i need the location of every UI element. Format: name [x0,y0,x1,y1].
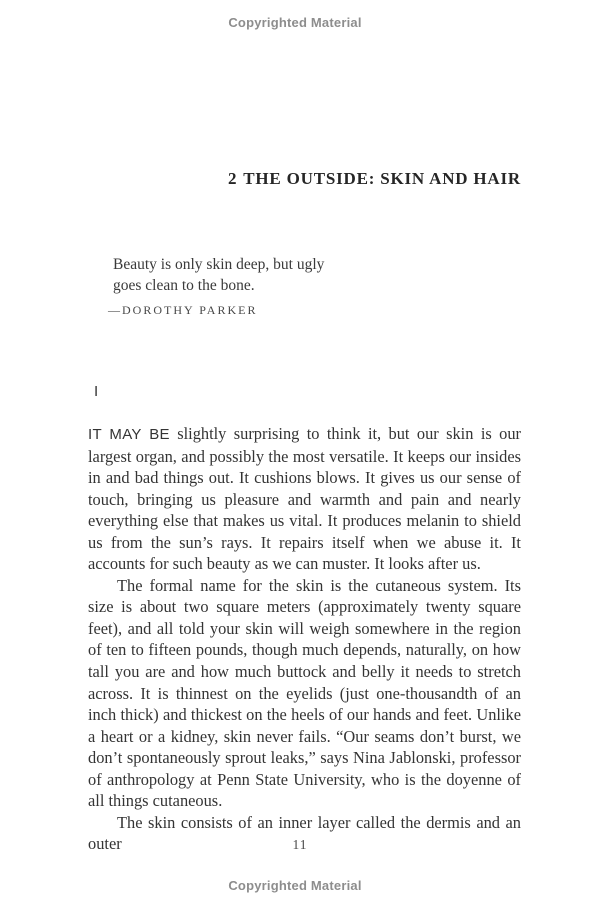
copyright-notice-bottom: Copyrighted Material [228,878,362,893]
paragraph-1 [88,423,521,575]
epigraph-attribution: —DOROTHY PARKER [108,303,258,317]
epigraph [113,255,324,296]
chapter-title: THE OUTSIDE: SKIN AND HAIR [243,169,521,188]
epigraph-line-2: goes clean to the bone. [113,276,255,294]
paragraph-2: The formal name for the skin is the cutaneous system. Its size is about two square meters (approximately twenty square feet), and all told your skin will weigh somewhere in the region of ten to fifteen pounds, though much depends, naturally, on how tall you are and how much buttock and belly it needs to stretch across. It is thinnest on the eyelids (just one-thousandth of an inch thick) and thickest on the heels of our hands and feet. Unlike a heart or a kidney, skin never fails. “Our seams don’t burst, we don’t spontaneously sprout leaks,” says Nina Jablonski, professor of anthropology at Penn State University, who is the doyenne of all things cutaneous. [88,575,521,811]
epigraph-line-1: Beauty is only skin deep, but ugly [113,256,325,273]
page-number: 11 [292,837,308,852]
section-marker: I [94,383,99,400]
chapter-heading [88,169,521,189]
copyright-notice-top: Copyrighted Material [228,15,362,30]
body-text [88,423,521,855]
paragraph-1-text: slightly surprising to think it, but our skin is our largest organ, and possibly the most versatile. It keeps our insides in and bad things out. It cushions blows. It gives us our sense of touch, bringing us pleasure and warmth and pain and nearly everything else that makes us vital. It produces melanin to shield us from the sun’s rays. It repairs itself when we abuse it. It accounts for such beauty as we can muster. It looks after us. [88,424,521,574]
paragraph-3: The skin consists of an inner layer called the dermis and an outer [88,812,521,854]
chapter-number: 2 [227,169,238,188]
paragraph-1-lead-in: IT MAY BE [88,426,170,443]
